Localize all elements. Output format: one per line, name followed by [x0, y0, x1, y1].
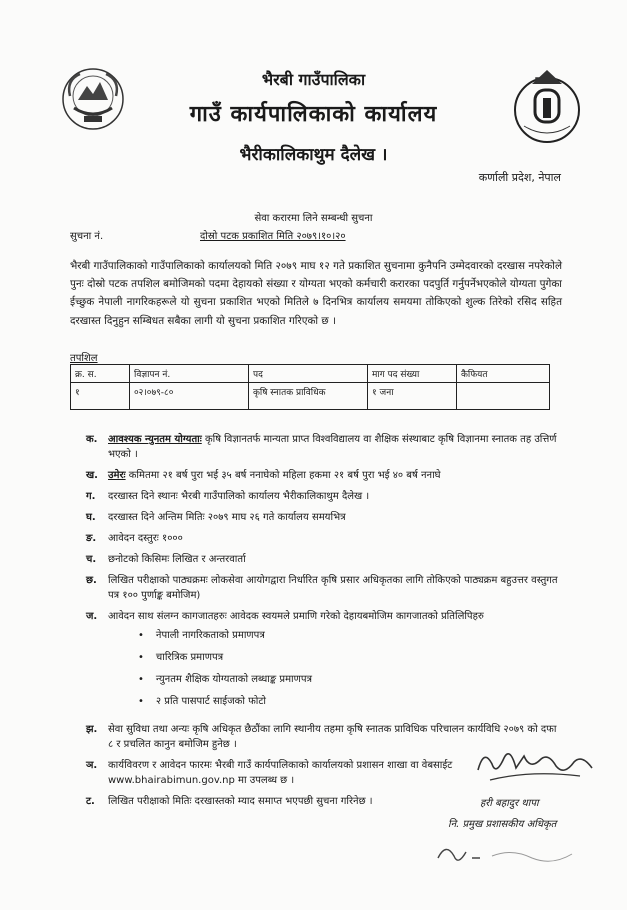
item-text: सेवा सुविधा तथा अन्यः कृषि अधिकृत छैठौंका लागि स्थानीय तहमा कृषि स्नातक प्राविधिक परिचालन कार्यविधि २०७९ को दफा ८ र प्रचलित कानुन बमोजिम हुनेछ । — [108, 724, 557, 750]
item-key: ञ. — [86, 760, 98, 771]
item-key: ज. — [86, 611, 98, 622]
municipality-name: भैरबी गाउँपालिका — [261, 70, 366, 89]
item-text: दरखास्त दिने स्थानः भैरबी गाउँपालिको कार्यालय भैरीकालिकाथुम दैलेख । — [108, 491, 370, 502]
list-item — [86, 531, 562, 546]
document-item: • चारित्रिक प्रमाणपत्र — [138, 650, 562, 665]
item-text: छनोटको किसिमः लिखित र अन्तरवार्ता — [108, 554, 246, 565]
item-key: घ. — [86, 512, 96, 523]
item-text: लिखित परीक्षाको मितिः दरखास्तको म्याद समाप्त भएपछी सुचना गरिनेछ । — [108, 796, 373, 807]
table-header-row — [71, 365, 550, 383]
office-location: भैरीकालिकाथुम दैलेख । — [239, 145, 388, 165]
table-row — [71, 383, 550, 410]
item-text: कृषि विज्ञानतर्फ मान्यता प्राप्त विश्वविद्यालय वा शैक्षिक संस्थाबाट कृषि विज्ञानमा स्नातक तह उत्तिर्ण भएको । — [108, 434, 557, 460]
list-item — [86, 609, 562, 716]
item-text: दरखास्त दिने अन्तिम मितिः २०७९ माघ २६ गते कार्यालय समयभित्र — [108, 512, 346, 523]
item-key: छ. — [86, 575, 97, 586]
signatory-name: हरी बहादुर थापा — [480, 798, 539, 809]
document-item: • न्युनतम शैक्षिक योग्यताको लब्धाङ्क प्रमाणपत्र — [138, 672, 562, 687]
list-item — [86, 432, 562, 462]
notice-title: सेवा करारमा लिने सम्बन्धी सुचना — [254, 213, 373, 224]
item-text: कमितमा २१ बर्ष पुरा भई ३५ बर्ष ननाघेको महिला हकमा २१ बर्ष पुरा भई ४० बर्ष ननाघे — [125, 470, 441, 481]
province-label: कर्णाली प्रदेश, नेपाल — [478, 171, 561, 184]
list-item — [86, 489, 562, 504]
item-key: झ. — [86, 724, 98, 735]
signature-icon — [470, 740, 600, 790]
column-header: विज्ञापन नं. — [130, 365, 249, 383]
vacancy-table — [70, 364, 550, 410]
item-label: आवश्यक न्युनतम योग्यताः — [108, 434, 202, 445]
list-item — [86, 552, 562, 567]
list-item — [86, 573, 562, 603]
table-cell: १ जना — [368, 383, 457, 410]
list-item — [86, 468, 562, 483]
table-cell: १ — [71, 383, 130, 410]
list-item — [86, 510, 562, 525]
item-key — [86, 773, 108, 788]
column-header: क्र. स. — [71, 365, 130, 383]
item-key: च. — [86, 554, 97, 565]
office-title: गाउँ कार्यपालिकाको कार्यालय — [189, 102, 438, 127]
table-cell: ०२।०७९-८० — [130, 383, 249, 410]
item-text: आवेदन दस्तुरः १००० — [108, 533, 183, 544]
column-header: माग पद संख्या — [368, 365, 457, 383]
item-label: उमेरः — [108, 470, 126, 481]
table-cell: कृषि स्नातक प्राविधिक — [249, 383, 368, 410]
published-date: दोस्रो पटक प्रकाशित मिति २०७९।१०।२० — [200, 231, 346, 242]
column-header: पद — [249, 365, 368, 383]
notice-number-label: सुचना नं. — [70, 231, 104, 242]
item-key: क. — [86, 434, 98, 445]
handwritten-mark-icon — [432, 838, 582, 874]
item-key: ङ. — [86, 533, 97, 544]
item-text: आवेदन साथ संलग्न कागजातहरुः आवेदक स्वयमले प्रमाणि गरेको देहायबमोजिम कागजातको प्रतिलिपिहरु — [108, 611, 484, 622]
table-cell — [457, 383, 550, 410]
website-link[interactable]: www.bhairabimun.gov.np मा उपलब्ध छ । — [108, 775, 295, 786]
item-key: ख. — [86, 470, 98, 481]
documents-list — [138, 628, 562, 709]
details-heading: तपशिल — [70, 353, 98, 364]
item-text: लिखित परीक्षाको पाठ्यक्रमः लोकसेवा आयोगद्वारा निर्धारित कृषि प्रसार अधिकृतका लागि तोकिएको पाठ्यक्रम बहुउत्तर वस्तुगत पत्र १०० पुर्णाङ्क बमोजिम) — [108, 575, 558, 601]
item-text: कार्यविवरण र आवेदन फारमः भैरबी गाउँ कार्यपालिकाको कार्यालयको प्रशासन शाखा वा वेबसाईट — [108, 760, 453, 771]
notice-body: भैरबी गाउँपालिकाको गाउँपालिकाको कार्यालयको मिति २०७९ माघ १२ गते प्रकाशित सुचनामा कुनैपनि उम्मेदवारको दरखास नपरेकोले पुनः दोस्रो पटक तपशिल बमोजिमको पदमा देहायको संख्या र योग्यता भएको कर्मचारी करारका पदपुर्ति गर्नुपर्नेभएकोले योग्यता पुगेका ईच्छुक नेपाली नागरिकहरूले यो सुचना प्रकाशित भएको मितिले ७ दिनभित्र कार्यालय समयमा तोकिएको शुल्क तिरेको रसिद सहित दरखास्त दिनुहुन सम्बिधत सबैका लागी यो सुचना प्रकाशित गरिएको छ । — [70, 260, 562, 327]
item-key: ट. — [86, 796, 95, 807]
item-key: ग. — [86, 491, 96, 502]
column-header: कैफियत — [457, 365, 550, 383]
document-item: • २ प्रति पासपार्ट साईजको फोटो — [138, 694, 562, 709]
signatory-designation: नि. प्रमुख प्रशासकीय अधिकृत — [448, 819, 557, 830]
document-item: • नेपाली नागरिकताको प्रमाणपत्र — [138, 628, 562, 643]
